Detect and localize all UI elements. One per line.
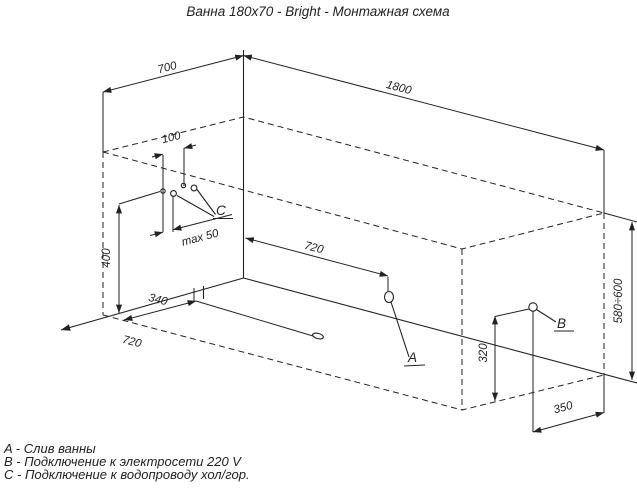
legend-item-c: C - Подключение к водопроводу хол/гор. bbox=[4, 467, 250, 482]
dim-length-label: 1800 bbox=[384, 79, 413, 98]
leader-b bbox=[537, 310, 557, 323]
dim-line-1800 bbox=[244, 56, 605, 151]
dim-pipe-spacing-label: 100 bbox=[160, 129, 183, 147]
extension-lines bbox=[103, 92, 637, 432]
underline-a bbox=[404, 365, 425, 366]
link-floor-drain bbox=[196, 301, 313, 336]
dim-line-350 bbox=[533, 413, 604, 433]
tub-top-front-edges bbox=[103, 152, 604, 249]
page-title: Ванна 180x70 - Bright - Монтажная схема bbox=[186, 4, 450, 19]
dim-drain-offset-label: 720 bbox=[302, 239, 325, 257]
dim-line-100-left bbox=[152, 154, 163, 157]
dim-pipe-height-label: 400 bbox=[101, 248, 113, 268]
label-drain-a: A bbox=[408, 350, 418, 365]
floor-edge-right bbox=[244, 278, 637, 383]
leader-c1 bbox=[177, 196, 214, 217]
tub-bottom-edges bbox=[103, 315, 604, 410]
leader-c2 bbox=[197, 190, 216, 215]
ext-400-top-link bbox=[119, 192, 160, 205]
dim-pipe-protrusion-label: max 50 bbox=[180, 227, 221, 249]
dim-width-label: 700 bbox=[156, 59, 179, 77]
legend-item-b: B - Подключение к электросети 220 V bbox=[4, 454, 241, 469]
dim-floor-340-label: 340 bbox=[146, 291, 169, 309]
room-outline bbox=[61, 50, 637, 383]
dim-tub-height-label: 580÷600 bbox=[613, 278, 625, 324]
dim-socket-offset-label: 350 bbox=[552, 399, 575, 417]
dim-line-100-right bbox=[184, 145, 196, 148]
ext-580-top bbox=[604, 213, 637, 222]
floor-drain-symbol bbox=[312, 332, 324, 340]
bathtub-hidden-outline bbox=[103, 117, 604, 410]
leader-a bbox=[391, 302, 409, 357]
dim-line-max50-left bbox=[150, 232, 163, 235]
label-water-c: C bbox=[216, 203, 226, 218]
legend bbox=[3, 441, 250, 482]
dim-floor-720-label: 720 bbox=[120, 333, 143, 351]
drain-symbol bbox=[385, 292, 426, 367]
legend-item-a: A - Слив ванны bbox=[4, 441, 96, 456]
label-power-b: B bbox=[557, 316, 567, 331]
dim-socket-height-label: 320 bbox=[478, 343, 490, 363]
power-outlet-symbol bbox=[529, 303, 574, 331]
ext-320-top-link bbox=[495, 309, 529, 317]
